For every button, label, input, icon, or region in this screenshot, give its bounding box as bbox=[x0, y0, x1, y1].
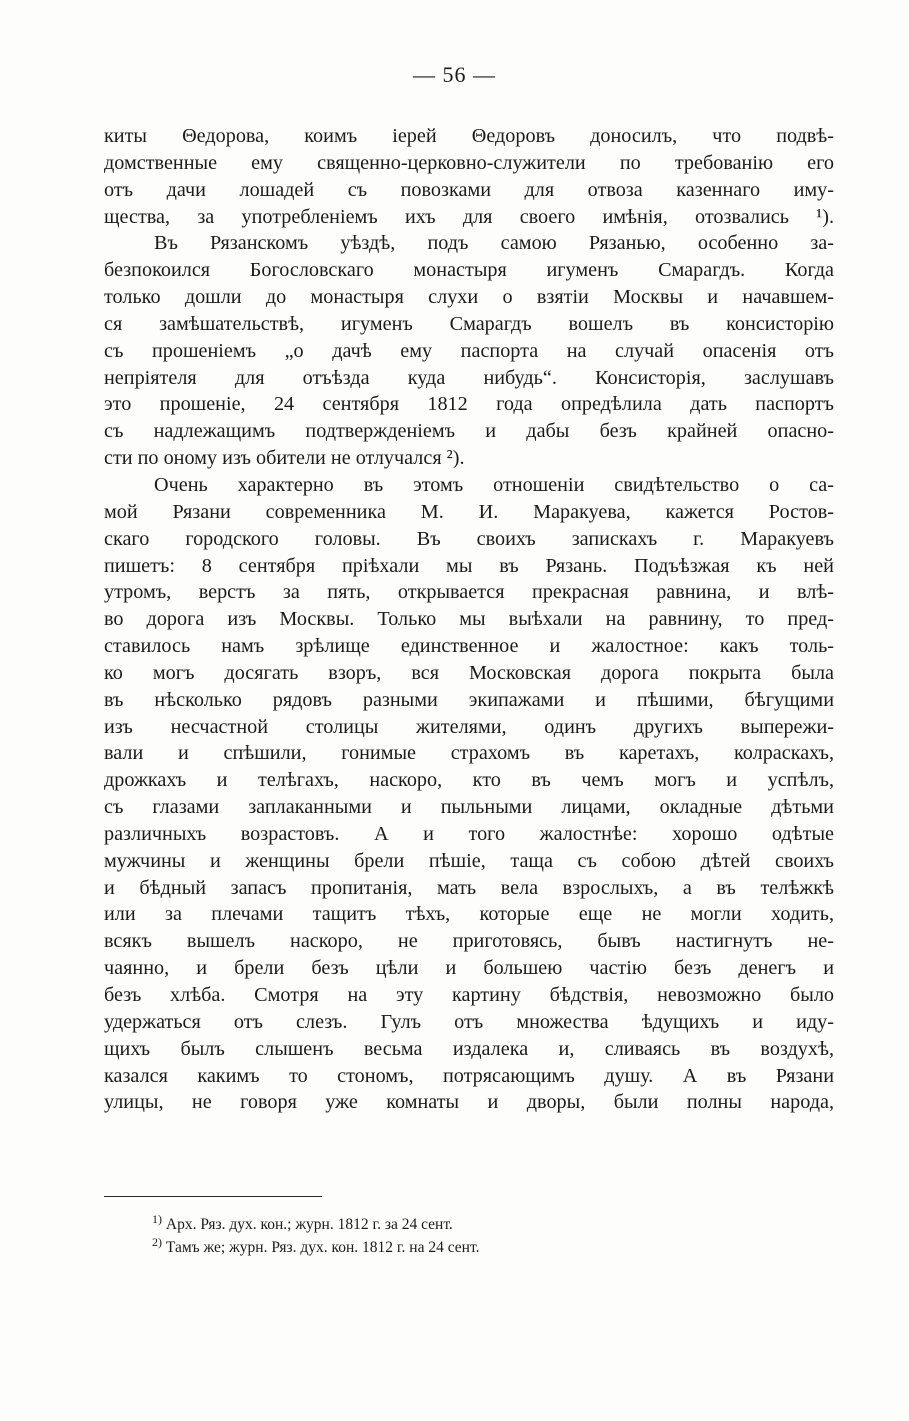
text-line: съ прошенiемъ „о дачѣ ему паспорта на случай опасенiя отъ bbox=[104, 339, 834, 362]
text-line: киты Θедорова, коимъ iерей Θедоровъ доносилъ, что подвѣ- bbox=[104, 125, 834, 147]
text-line: и бѣдный запасъ пропитанiя, мать вела взрослыхъ, а въ телѣжкѣ bbox=[104, 876, 834, 899]
text-line: домственные ему священно-церковно-служители по требованiю его bbox=[104, 151, 834, 174]
text-line: щества, за употребленiемъ ихъ для своего имѣнiя, отозвались ¹). bbox=[104, 205, 834, 228]
footnote-text: Тамъ же; журн. Ряз. дух. кон. 1812 г. на 24 сент. bbox=[162, 1239, 480, 1256]
footnote-mark: 2) bbox=[152, 1234, 162, 1249]
text-line: мужчины и женщины брели пѣшiе, таща съ собою дѣтей своихъ bbox=[104, 849, 834, 872]
paragraph bbox=[104, 123, 834, 230]
text-line: Въ Рязанскомъ уѣздѣ, подъ самою Рязанью, особенно за- bbox=[154, 232, 834, 255]
text-line: отъ дачи лошадей съ повозками для отвоза казеннаго иму- bbox=[104, 178, 834, 201]
footnote-divider bbox=[104, 1196, 322, 1197]
text-line: всякъ вышелъ наскоро, не приготовясь, бывъ настигнутъ не- bbox=[104, 930, 834, 953]
text-line: во дорога изъ Москвы. Только мы выѣхали на равнину, то пред- bbox=[104, 608, 834, 631]
text-line: казался какимъ то стономъ, потрясающимъ душу. А въ Рязани bbox=[104, 1064, 834, 1087]
text-line: въ нѣсколько рядовъ разными экипажами и пѣшими, бѣгущими bbox=[104, 688, 834, 711]
footnote-mark: 1) bbox=[152, 1211, 162, 1226]
text-line: дрожкахъ и телѣгахъ, наскоро, кто въ чемъ могъ и успѣлъ, bbox=[104, 769, 834, 792]
text-line: чаянно, и брели безъ цѣли и большею частiю безъ денегъ и bbox=[104, 957, 834, 980]
text-line: сти по оному изъ обители не отлучался ²). bbox=[104, 447, 465, 470]
text-line: щихъ былъ слышенъ весьма издалека и, сливаясь въ воздухѣ, bbox=[104, 1037, 834, 1060]
text-line: съ надлежащимъ подтвержденiемъ и дабы безъ крайней опасно- bbox=[104, 420, 834, 443]
text-line: мой Рязани современника М. И. Маракуева, кажется Ростов- bbox=[104, 500, 834, 523]
text-line: это прошенiе, 24 сентября 1812 года опредѣлила дать паспортъ bbox=[104, 393, 834, 416]
text-line: безпокоился Богословскаго монастыря игуменъ Смарагдъ. Когда bbox=[104, 259, 834, 282]
footnote-text: Арх. Ряз. дух. кон.; журн. 1812 г. за 24 сент. bbox=[162, 1216, 453, 1233]
text-line: вали и спѣшили, гонимые страхомъ въ каретахъ, колраскахъ, bbox=[104, 742, 834, 765]
text-line: пишетъ: 8 сентября прiѣхали мы въ Рязань. Подъѣзжая къ ней bbox=[104, 554, 834, 577]
text-line: ко могъ досягать взоръ, вся Московская дорога покрыта была bbox=[104, 661, 834, 684]
text-line: только дошли до монастыря слухи о взятiи Москвы и начавшем- bbox=[104, 286, 834, 309]
text-line: различныхъ возрастовъ. А и того жалостнѣе: хорошо одѣтые bbox=[104, 822, 834, 845]
text-line: ся замѣшательствѣ, игуменъ Смарагдъ вошелъ въ консисторiю bbox=[104, 312, 834, 335]
text-line: улицы, не говоря уже комнаты и дворы, были полны народа, bbox=[104, 1091, 834, 1114]
text-line: съ глазами заплаканными и пыльными лицами, окладные дѣтьми bbox=[104, 796, 834, 819]
text-line: или за плечами тащитъ тѣхъ, которые еще не могли ходить, bbox=[104, 903, 834, 926]
body-text bbox=[104, 123, 834, 1116]
text-line: ставилось намъ зрѣлище единственное и жалостное: какъ толь- bbox=[104, 635, 834, 658]
paragraph bbox=[104, 230, 834, 472]
footnote bbox=[152, 1236, 792, 1259]
text-line: безъ хлѣба. Смотря на эту картину бѣдствiя, невозможно было bbox=[104, 984, 834, 1006]
footnote bbox=[152, 1213, 792, 1236]
footnotes bbox=[152, 1213, 792, 1259]
text-line: удержаться отъ слезъ. Гулъ отъ множества ѣдущихъ и иду- bbox=[104, 1010, 834, 1033]
text-line: Очень характерно въ этомъ отношенiи свидѣтельство о са- bbox=[154, 473, 834, 496]
text-line: скаго городского головы. Въ своихъ запискахъ г. Маракуевъ bbox=[104, 527, 834, 550]
text-line: непрiятеля для отъѣзда куда нибудь“. Консисторiя, заслушавъ bbox=[104, 366, 834, 389]
text-line: утромъ, верстъ за пять, открывается прекрасная равнина, и влѣ- bbox=[104, 581, 834, 604]
text-line: изъ несчастной столицы жителями, одинъ другихъ выпережи- bbox=[104, 715, 834, 738]
paragraph bbox=[104, 472, 834, 1116]
page-number: — 56 — bbox=[413, 62, 496, 87]
